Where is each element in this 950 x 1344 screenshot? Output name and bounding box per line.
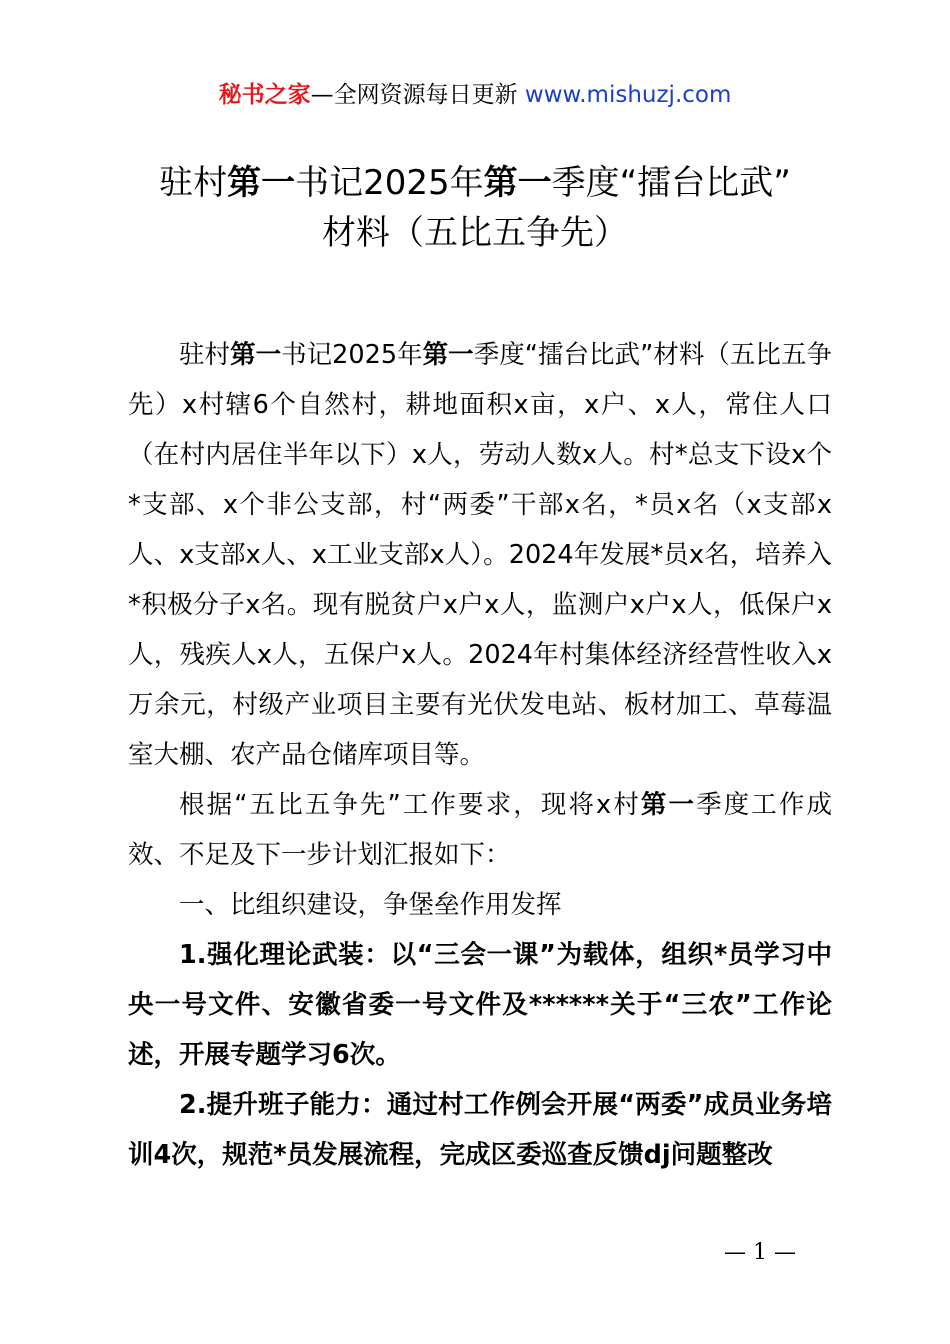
title-text-bold: 第一: [227, 163, 296, 203]
title-line-1: [90, 158, 860, 208]
text-run: 季度“擂台比武”材料（五比五争先）x村辖6个自然村，耕地面积x亩，x户、x人，常住人口（在村内居住半年以下）x人，劳动人数x人。村*总支下设x个*支部、x个非公支部，村“两委”干部x名，*员x名（x支部x人、x支部x人、x工业支部x人）。2024年发展*员x名，培养入*积极分子x名。现有脱贫户x户x人，监测户x户x人，低保户x人，残疾人x人，五保户x人。2024年村集体经济经营性收入x万余元，村级产业项目主要有光伏发电站、板材加工、草莓温室大棚、农产品仓储库项目等。: [128, 340, 832, 770]
brand-name: 秘书之家: [218, 82, 311, 108]
title-text: 驻村: [159, 163, 228, 203]
text-run: 书记2025年: [281, 340, 423, 370]
section-heading-1: 一、比组织建设，争堡垒作用发挥: [179, 890, 562, 920]
header-tagline: —全网资源每日更新: [310, 82, 525, 108]
text-run: 驻村: [179, 340, 231, 370]
item-theory: 1.强化理论武装：以“三会一课”为载体，组织*员学习中央一号文件、安徽省委一号文件及******关于“三农”工作论述，开展专题学习6次。: [128, 940, 832, 1070]
title-text: 书记2025年: [295, 163, 484, 203]
document-body: [128, 330, 832, 1180]
paragraph-report: [128, 780, 832, 880]
text-run: 季度工作成效、不足及下一步计划汇报如下：: [128, 790, 832, 870]
title-text: 季度“擂台比武”: [551, 163, 791, 203]
text-run-bold: 第一: [422, 340, 474, 370]
text-run-bold: 第一: [230, 340, 282, 370]
site-header: [0, 78, 950, 112]
site-url: www.mishuzj.com: [524, 82, 732, 108]
page-number: — 1 —: [724, 1240, 796, 1265]
text-run-bold: 第一: [640, 790, 697, 820]
title-line-2: 材料（五比五争先）: [322, 213, 628, 253]
paragraph-intro: [128, 330, 832, 780]
document-title: [90, 158, 860, 258]
text-run: 根据“五比五争先”工作要求，现将x村: [179, 790, 641, 820]
item-team: 2.提升班子能力：通过村工作例会开展“两委”成员业务培训4次，规范*员发展流程，完成区委巡查反馈dj问题整改: [128, 1090, 832, 1170]
title-text-bold: 第一: [483, 163, 552, 203]
